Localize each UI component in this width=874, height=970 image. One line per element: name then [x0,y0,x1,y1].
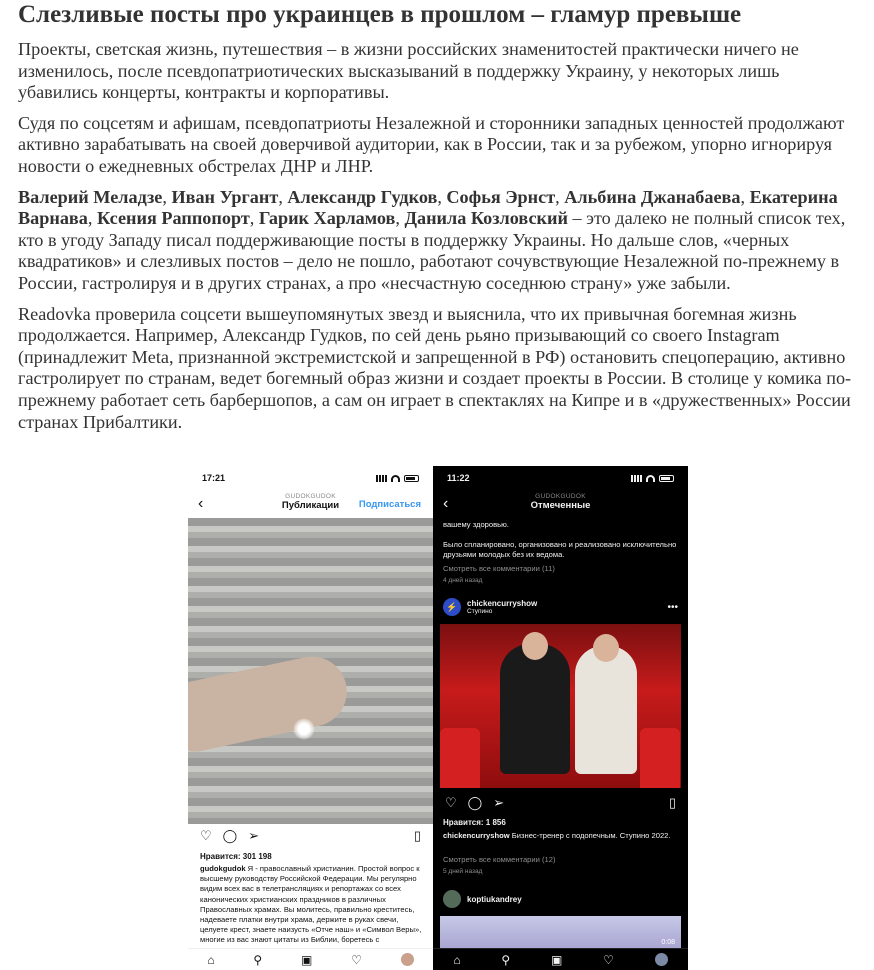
tab-bar [433,948,688,970]
bookmark-icon[interactable]: ▯ [413,828,421,843]
heart-tab-icon[interactable]: ♡ [603,952,614,967]
heart-icon[interactable]: ♡ [445,795,457,810]
status-bar [188,466,433,490]
previous-caption-end: вашему здоровью. [443,520,509,529]
next-post-video[interactable] [440,916,681,950]
avatar[interactable] [655,953,668,966]
name-ernst: Софья Эрнст [446,186,556,207]
paragraph-3-rest: – это далеко не полный список тех, кто в угоду Западу писал поддерживающие посты в поддержку Украины. Но дальше слов, «черных квадратиков» и слезливых постов – дело не пошло, работают сочувствующие Незалежной по-прежнему в России, гастролируя и в других странах, а про «несчастную соседнюю страну» уже забыли. [18,208,846,293]
heart-icon[interactable]: ♡ [200,828,212,843]
post-header [443,598,678,616]
post-photo [188,518,433,824]
likes-count: Нравится: 1 856 [443,818,506,827]
share-icon[interactable]: ➢ [248,828,260,843]
name-varnava: Екатерина Варнава [18,186,838,229]
signal-icon [376,475,387,482]
post-age: 5 дней назад [443,868,483,875]
home-icon[interactable]: ⌂ [453,952,461,967]
paragraph-4: Readovka проверила соцсети вышеупомянутых звезд и выяснила, что их привычная богемная жизнь продолжается. Например, Александр Гудков, по сей день рьяно призывающий со своего Instagram (принадлежит Meta, признанной экстремистской и запрещенной в РФ) остановить спецоперацию, активно гастролирует по странам, ведет богемный образ жизни и создает проекты в России. В столице у комика по-прежнему работает сеть барбершопов, а сам он играет в спектаклях на Кипре и в «дружественных» России странах Прибалтики. [18,303,852,432]
post-photo [440,624,681,788]
account-name: GUDOKGUDOK [535,493,586,500]
comment-icon[interactable]: ◯ [222,828,238,843]
sparkle-shape [293,718,315,740]
next-post-username[interactable]: koptiukandrey [467,894,522,904]
post-caption [443,831,678,841]
wifi-icon [391,475,400,482]
name-gudkov: Александр Гудков [287,186,438,207]
name-kozlovsky: Данила Козловский [404,208,568,229]
paragraph-2: Судя по соцсетям и афишам, псевдопатриоты Незалежной и сторонники западных ценностей продолжают активно зарабатывать на своей доверчивой аудитории, как в России, так и за рубежом, упорно игнорируя новости о ежедневных обстрелах ДНР и ЛНР. [18,112,845,176]
comments-link[interactable]: Смотреть все комментарии (12) [443,855,556,864]
post-username[interactable]: chickencurryshow [467,599,538,608]
caption-text: Бизнес-тренер с подопечным. Ступино 2022. [509,831,671,840]
reels-icon[interactable]: ▣ [300,952,313,967]
name-rappoport: Ксения Раппопорт [96,208,250,229]
name-meladze: Валерий Меладзе [18,186,163,207]
post-actions [445,795,676,811]
seat-shape [640,728,680,788]
paragraph-3: Валерий Меладзе, Иван Ургант, Александр Гудков, Софья Эрнст, Альбина Джанабаева, Екатерина Варнава, Ксения Раппопорт, Гарик Харламов, Данила Козловский – это далеко не полный список тех, кто в угоду Западу писал поддерживающие посты в поддержку Украины. Но дальше слов, «черных квадратиков» и слезливых постов – дело не пошло, работают сочувствующие Незалежной по-прежнему в России, гастролируя и в других странах, а про «несчастную соседнюю страну» уже забыли. [18,186,846,293]
likes-count: Нравится: 301 198 [200,852,272,861]
name-dzhanabaeva: Альбина Джанабаева [564,186,741,207]
hand-shape [188,650,353,756]
battery-icon [404,475,419,482]
article-title: Слезливые посты про украинцев в прошлом – гламур превыше [18,1,742,28]
search-icon[interactable]: ⚲ [501,952,511,967]
screenshots-image [188,466,688,970]
avatar[interactable]: ⚡ [443,598,461,616]
battery-icon [659,475,674,482]
seat-shape [440,728,480,788]
article [0,0,874,433]
face-shape [522,632,548,660]
heart-tab-icon[interactable]: ♡ [351,952,362,967]
avatar[interactable] [401,953,414,966]
next-post-header [443,890,678,908]
nav-title: Публикации [281,500,340,511]
face-shape [593,634,619,662]
follow-button[interactable]: Подписаться [358,499,421,510]
reels-icon[interactable]: ▣ [550,952,563,967]
comment-icon[interactable]: ◯ [467,795,483,810]
post-location[interactable]: Ступино [467,608,493,615]
status-bar [433,466,688,490]
caption-username[interactable]: gudokgudok [200,864,246,873]
instagram-screenshot-left [188,466,433,970]
back-arrow-icon[interactable]: ‹ [443,495,449,512]
name-urgant: Иван Ургант [171,186,279,207]
video-duration: 0:08 [661,939,675,946]
avatar[interactable] [443,890,461,908]
post-actions [200,828,421,844]
signal-icon [631,475,642,482]
caption-text: Я - православный христианин. Простой вопрос к высшему руководству Российской Федерации. Мы регулярно видим всех вас в телетрансляциях и репортажах со всех канонических христианских праздников в различных Православных храмах. Вы молитесь, правильно креститесь, надеваете платки внутри храма, держите в руках свечи, целуете крест, знаете наизусть «Отче наш» и «Символ Веры», многие из вас знают цитаты из Библии, боретесь с [200,864,422,945]
paragraph-1: Проекты, светская жизнь, путешествия – в жизни российских знаменитостей практически ничего не изменилось, после псевдопатриотических высказываний в поддержку Украину, у некоторых лишь убавились концерты, контракты и корпоративы. [18,39,799,103]
previous-post-age: 4 дней назад [443,577,483,584]
wifi-icon [646,475,655,482]
profile-navbar [188,490,433,518]
bookmark-icon[interactable]: ▯ [668,795,676,810]
tab-bar [188,948,433,970]
instagram-screenshot-right [433,466,688,970]
caption-username[interactable]: chickencurryshow [443,831,510,840]
previous-comments-link[interactable]: Смотреть все комментарии (11) [443,564,555,573]
search-icon[interactable]: ⚲ [253,952,263,967]
back-arrow-icon[interactable]: ‹ [198,495,204,512]
profile-navbar [433,490,688,518]
person-shape [575,646,637,774]
previous-caption-text: Было спланировано, организовано и реализовано исключительно друзьями молодых без их ведома. [443,540,677,559]
more-options-icon[interactable]: ••• [667,601,678,613]
name-kharlamov: Гарик Харламов [258,208,396,229]
person-shape [500,644,570,774]
status-time: 11:22 [447,473,470,483]
share-icon[interactable]: ➢ [493,795,505,810]
nav-title: Отмеченные [530,500,591,511]
account-name: GUDOKGUDOK [285,493,336,500]
post-caption [200,864,423,946]
home-icon[interactable]: ⌂ [207,952,215,967]
status-time: 17:21 [202,473,226,483]
